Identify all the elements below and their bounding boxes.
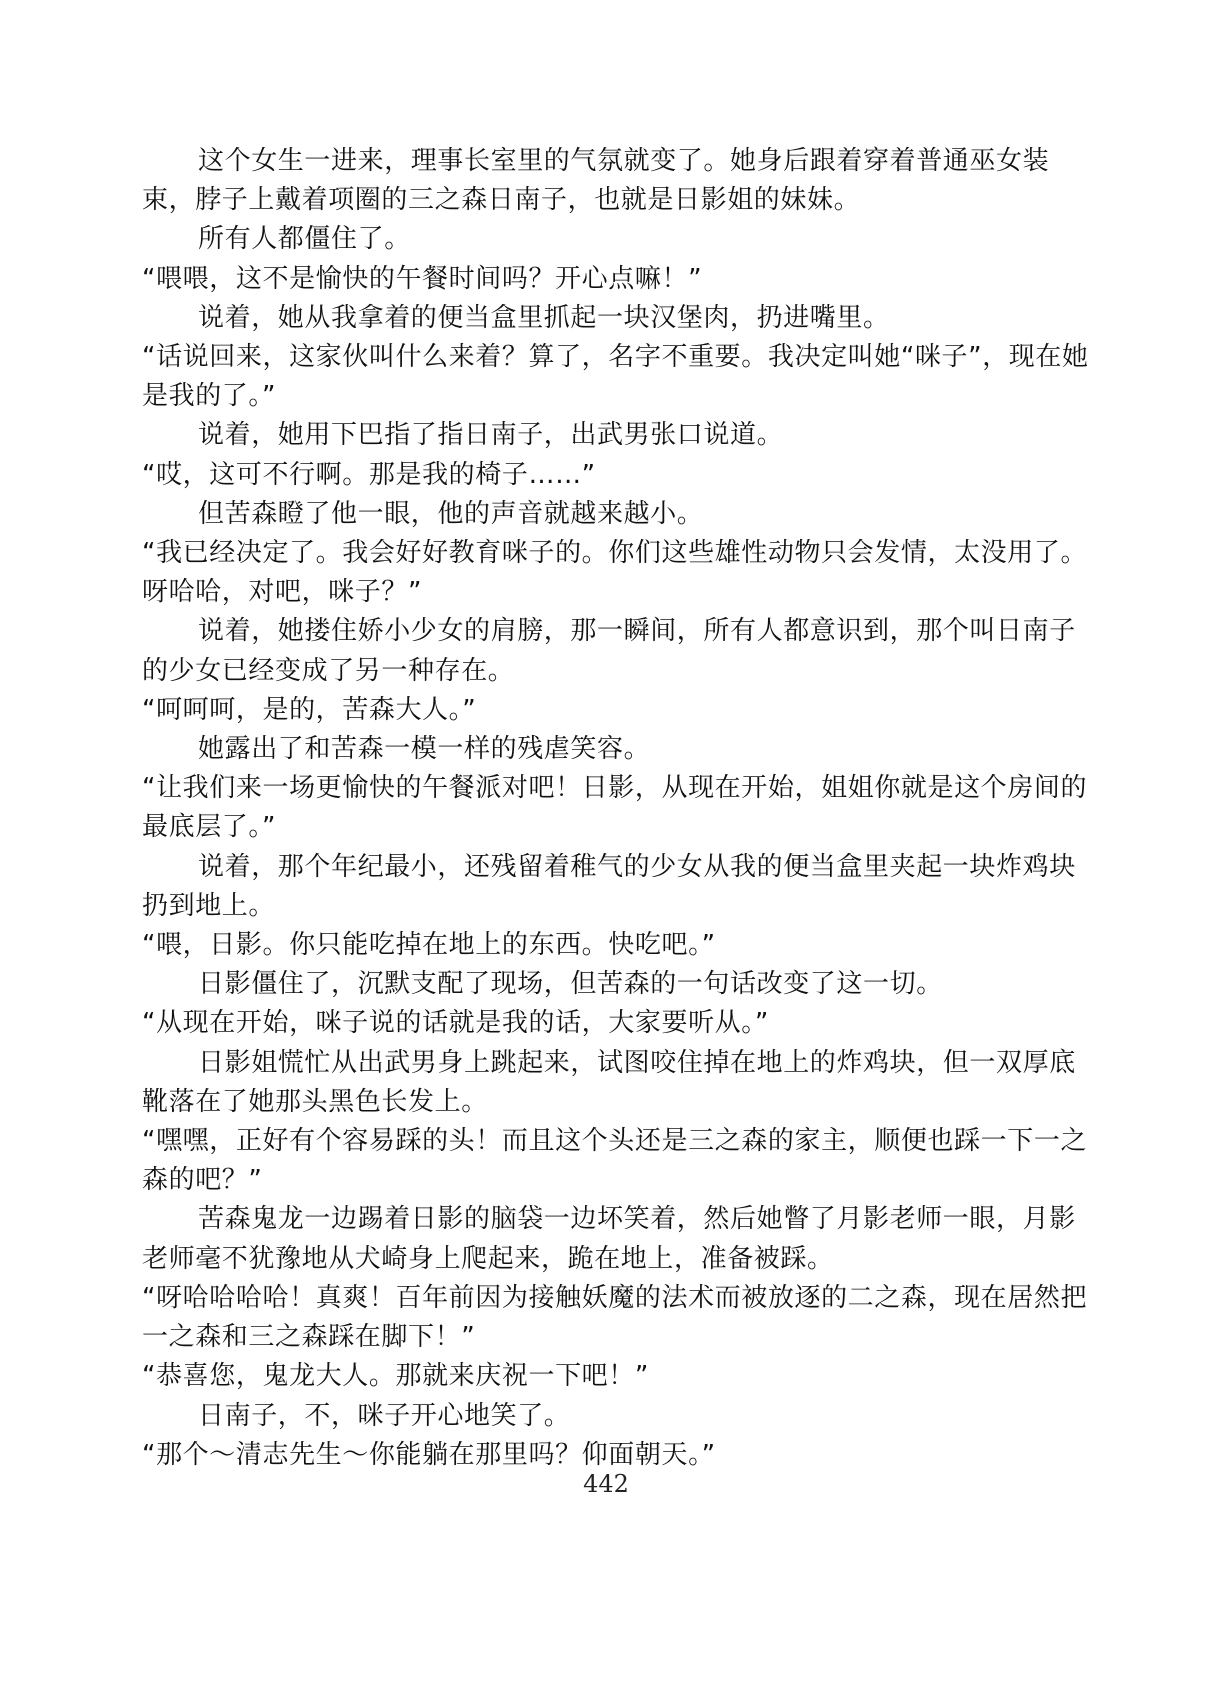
dialogue-paragraph: “喂，日影。你只能吃掉在地上的东西。快吃吧。”	[142, 930, 716, 961]
dialogue-paragraph: “话说回来，这家伙叫什么来着？算了，名字不重要。我决定叫她“咪子”，现在她是我的了。”	[142, 342, 1089, 412]
narration-paragraph: 说着，那个年纪最小，还残留着稚气的少女从我的便当盒里夹起一块炸鸡块扔到地上。	[142, 851, 1076, 921]
narration-paragraph: 说着，她搂住娇小少女的肩膀，那一瞬间，所有人都意识到，那个叫日南子的少女已经变成了另一种存在。	[142, 616, 1076, 686]
dialogue-paragraph: “喂喂，这不是愉快的午餐时间吗？开心点嘛！”	[142, 263, 703, 294]
narration-paragraph: 说着，她从我拿着的便当盒里抓起一块汉堡肉，扔进嘴里。	[198, 302, 890, 333]
dialogue-paragraph: “恭喜您，鬼龙大人。那就来庆祝一下吧！”	[142, 1361, 649, 1392]
narration-paragraph: 所有人都僵住了。	[198, 224, 411, 255]
narration-paragraph: 但苦森瞪了他一眼，他的声音就越来越小。	[198, 498, 704, 529]
dialogue-paragraph: “我已经决定了。我会好好教育咪子的。你们这些雄性动物只会发情，太没用了。呀哈哈，对吧，咪子？”	[142, 538, 1088, 608]
dialogue-paragraph: “呀哈哈哈哈！真爽！百年前因为接触妖魔的法术而被放逐的二之森，现在居然把一之森和三之森踩在脚下！”	[142, 1282, 1088, 1353]
page-number: 442	[583, 1470, 629, 1498]
dialogue-paragraph: “让我们来一场更愉快的午餐派对吧！日影，从现在开始，姐姐你就是这个房间的最底层了。”	[142, 773, 1088, 843]
dialogue-paragraph: “呵呵呵，是的，苦森大人。”	[142, 694, 477, 725]
narration-paragraph: 日影姐慌忙从出武男身上跳起来，试图咬住掉在地上的炸鸡块，但一双厚底靴落在了她那头黑色长发上。	[142, 1047, 1076, 1117]
dialogue-paragraph: “哎，这可不行啊。那是我的椅子……”	[142, 459, 596, 490]
narration-paragraph: 她露出了和苦森一模一样的残虐笑容。	[198, 734, 651, 765]
narration-paragraph: 说着，她用下巴指了指日南子，出武男张口说道。	[198, 420, 784, 451]
narration-paragraph: 日南子，不，咪子开心地笑了。	[198, 1400, 571, 1431]
dialogue-paragraph: “嘿嘿，正好有个容易踩的头！而且这个头还是三之森的家主，顺便也踩一下一之森的吧？”	[142, 1126, 1088, 1196]
body-text	[142, 142, 1102, 1475]
narration-paragraph: 日影僵住了，沉默支配了现场，但苦森的一句话改变了这一切。	[198, 969, 943, 1000]
dialogue-paragraph: “那个～清志先生～你能躺在那里吗？仰面朝天。”	[142, 1439, 716, 1470]
dialogue-paragraph: “从现在开始，咪子说的话就是我的话，大家要听从。”	[142, 1008, 769, 1039]
narration-paragraph: 这个女生一进来，理事长室里的气氛就变了。她身后跟着穿着普通巫女装束，脖子上戴着项圈的三之森日南子，也就是日影姐的妹妹。	[142, 146, 1050, 216]
narration-paragraph: 苦森鬼龙一边踢着日影的脑袋一边坏笑着，然后她瞥了月影老师一眼，月影老师毫不犹豫地从犬崎身上爬起来，跪在地上，准备被踩。	[142, 1204, 1076, 1274]
